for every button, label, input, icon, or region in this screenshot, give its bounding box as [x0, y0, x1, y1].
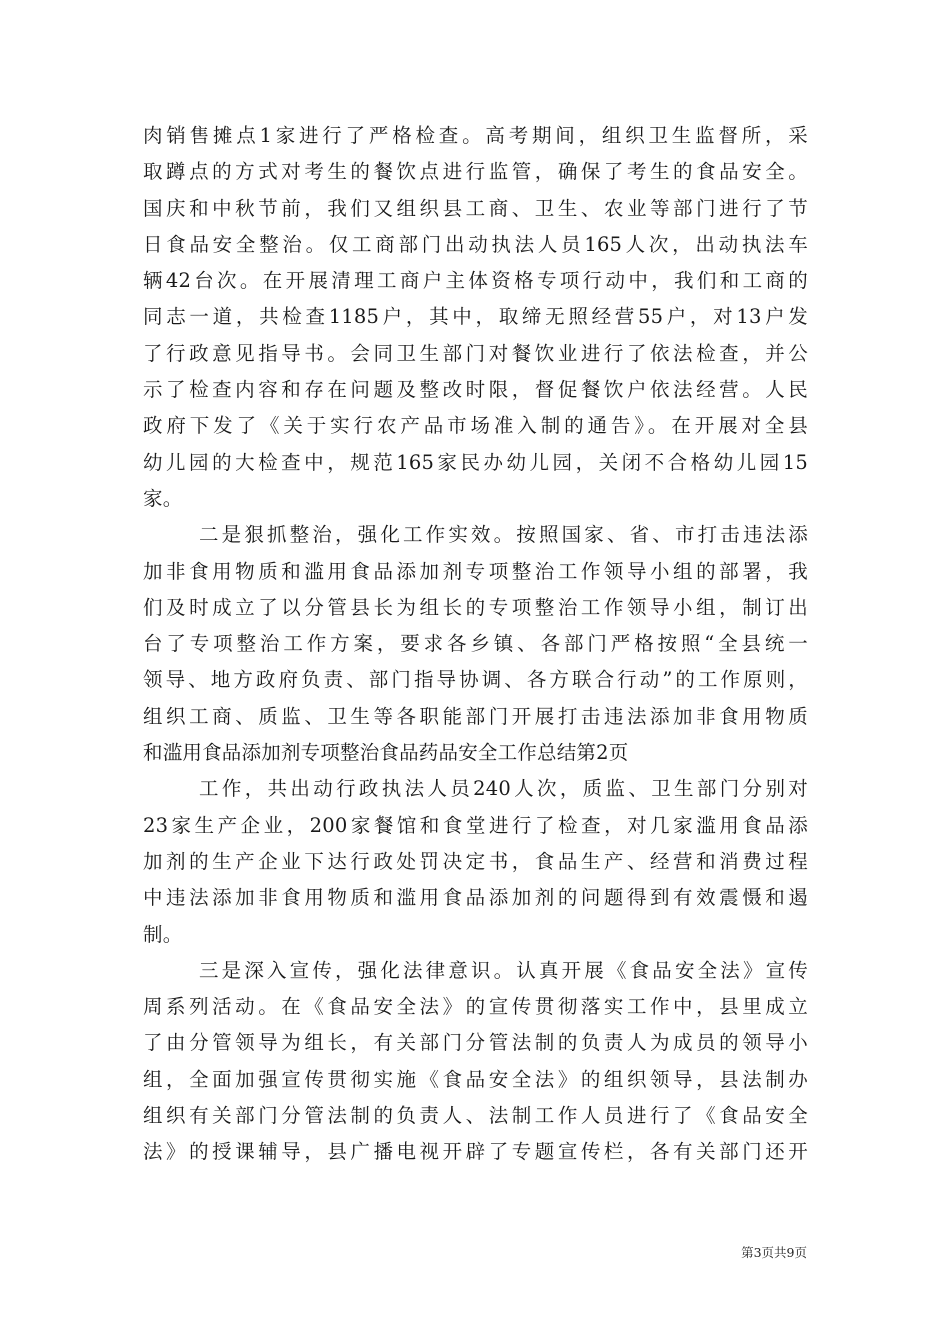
text-line: 了行政意见指导书。会同卫生部门对餐饮业进行了依法检查，并公	[143, 341, 808, 365]
text-line: 法》的授课辅导，县广播电视开辟了专题宣传栏，各有关部门还开	[143, 1140, 808, 1164]
text-line: 工作，共出动行政执法人员240人次，质监、卫生部门分别对	[199, 777, 808, 801]
text-line: 组织工商、质监、卫生等各职能部门开展打击违法添加非食用物质	[143, 704, 808, 728]
paragraph-3	[143, 771, 808, 952]
text-line: 日食品安全整治。仅工商部门出动执法人员165人次，出动执法车	[143, 232, 808, 256]
text-line: 幼儿园的大检查中，规范165家民办幼儿园，关闭不合格幼儿园15	[143, 450, 808, 474]
text-line: 同志一道，共检查1185户，其中，取缔无照经营55户，对13户发	[143, 305, 808, 329]
text-line: 台了专项整治工作方案，要求各乡镇、各部门严格按照“全县统一	[143, 632, 808, 656]
text-line: 国庆和中秋节前，我们又组织县工商、卫生、农业等部门进行了节	[143, 196, 808, 220]
text-line: 示了检查内容和存在问题及整改时限，督促餐饮户依法经营。人民	[143, 378, 808, 402]
paragraph-4	[143, 953, 808, 1171]
text-line: 组，全面加强宣传贯彻实施《食品安全法》的组织领导，县法制办	[143, 1067, 808, 1091]
text-line: 加非食用物质和滥用食品添加剂专项整治工作领导小组的部署，我	[143, 559, 808, 583]
paragraph-1	[143, 118, 808, 517]
text-line: 加剂的生产企业下达行政处罚决定书，食品生产、经营和消费过程	[143, 849, 808, 873]
text-line: 23家生产企业，200家餐馆和食堂进行了检查，对几家滥用食品添	[143, 813, 808, 837]
text-line: 家。	[143, 486, 183, 510]
text-line: 们及时成立了以分管县长为组长的专项整治工作领导小组，制订出	[143, 595, 808, 619]
text-line: 了由分管领导为组长，有关部门分管法制的负责人为成员的领导小	[143, 1031, 808, 1055]
text-line: 和滥用食品添加剂专项整治食品药品安全工作总结第2页	[143, 741, 629, 765]
text-line: 周系列活动。在《食品安全法》的宣传贯彻落实工作中，县里成立	[143, 995, 808, 1019]
text-line: 二是狠抓整治，强化工作实效。按照国家、省、市打击违法添	[199, 523, 808, 547]
text-line: 领导、地方政府负责、部门指导协调、各方联合行动”的工作原则，	[143, 668, 808, 692]
document-body	[143, 118, 808, 1171]
text-line: 三是深入宣传，强化法律意识。认真开展《食品安全法》宣传	[199, 958, 808, 982]
text-line: 制。	[143, 922, 183, 946]
text-line: 辆42台次。在开展清理工商户主体资格专项行动中，我们和工商的	[143, 269, 808, 293]
text-line: 组织有关部门分管法制的负责人、法制工作人员进行了《食品安全	[143, 1104, 808, 1128]
text-line: 中违法添加非食用物质和滥用食品添加剂的问题得到有效震慑和遏	[143, 886, 808, 910]
text-line: 政府下发了《关于实行农产品市场准入制的通告》。在开展对全县	[143, 414, 808, 438]
text-line: 肉销售摊点1家进行了严格检查。高考期间，组织卫生监督所，采	[143, 124, 808, 147]
page-number: 第3页共9页	[741, 1245, 807, 1260]
text-line: 取蹲点的方式对考生的餐饮点进行监管，确保了考生的食品安全。	[143, 160, 808, 184]
paragraph-2	[143, 517, 808, 771]
